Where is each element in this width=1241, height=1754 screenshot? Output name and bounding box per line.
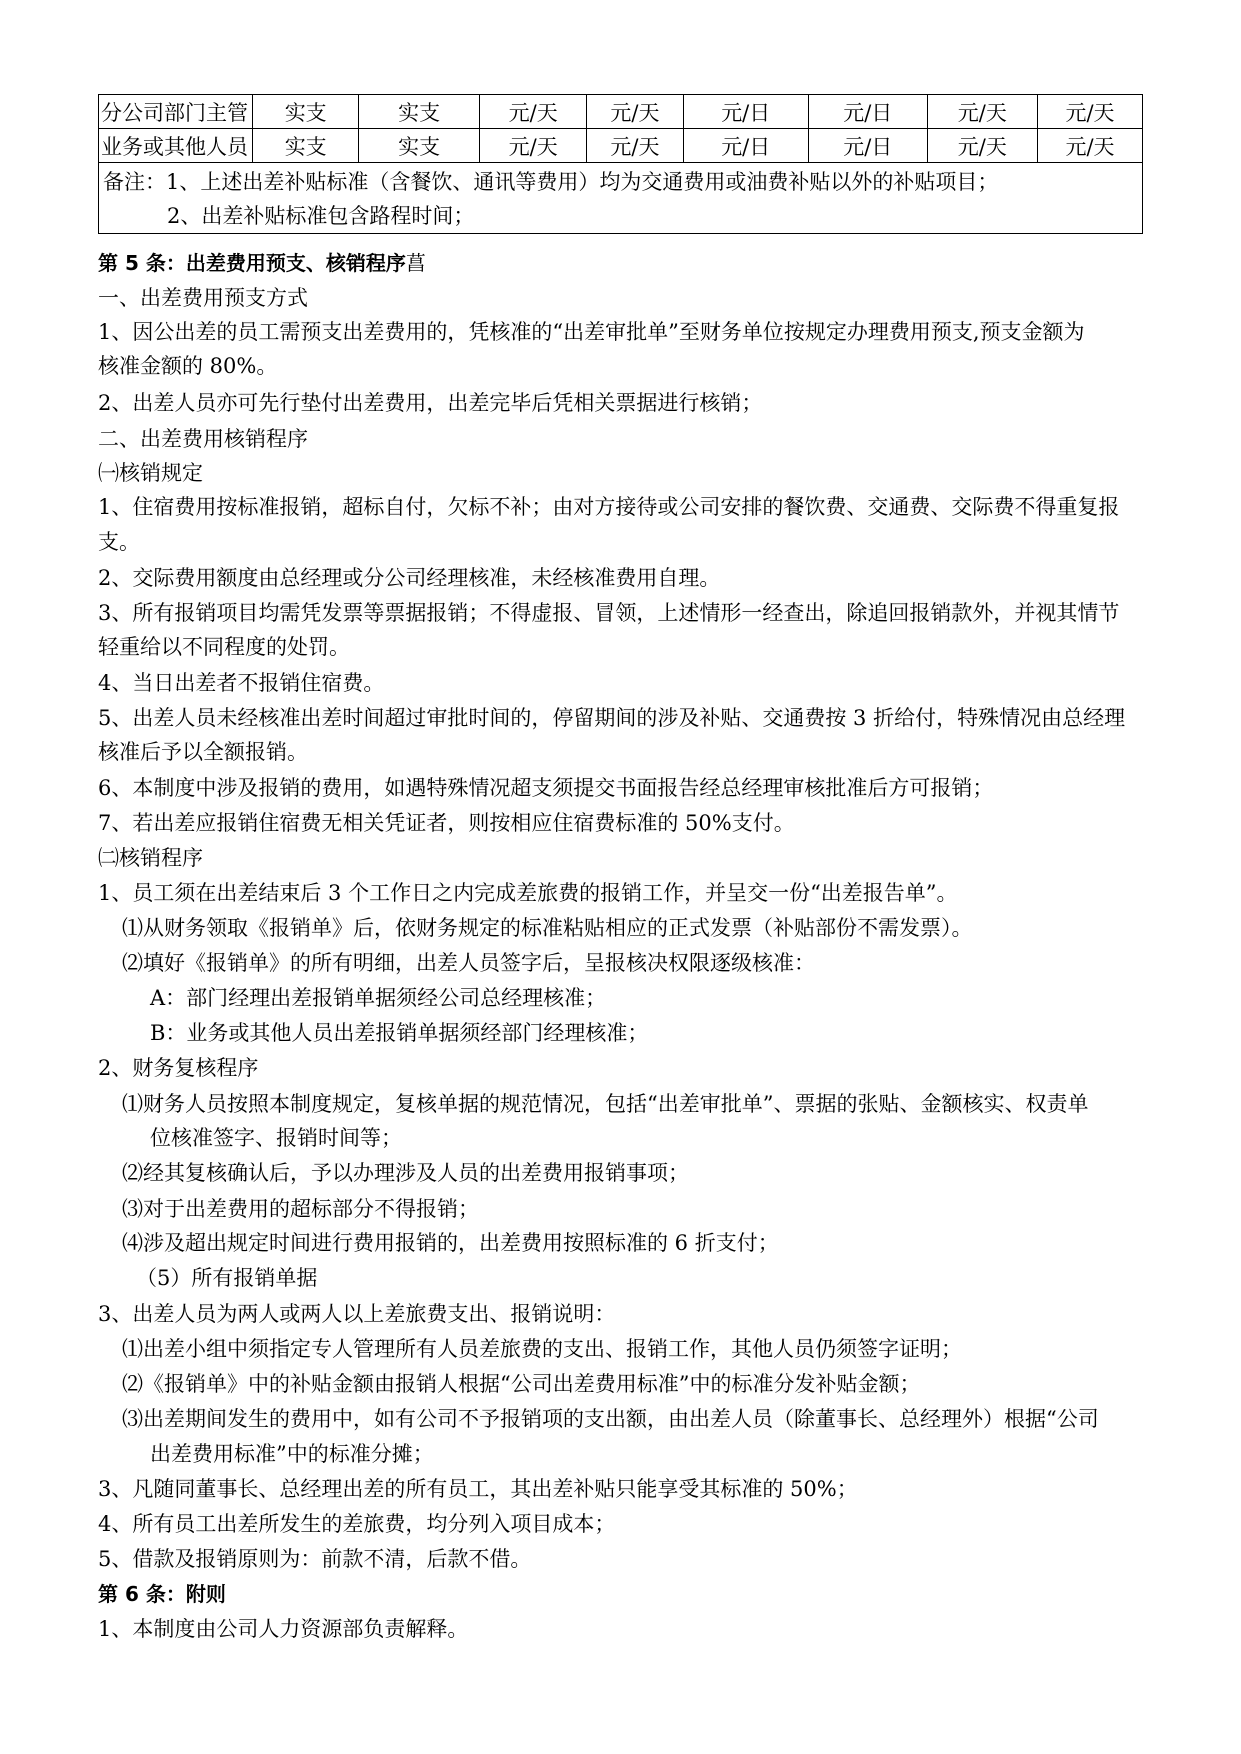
paragraph-line: 2、财务复核程序 xyxy=(98,1056,259,1080)
paragraph-line: ⑵填好《报销单》的所有明细，出差人员签字后，呈报核决权限逐级核准： xyxy=(122,951,815,975)
table-cell: 实支 xyxy=(253,95,359,129)
paragraph-line: 1、本制度由公司人力资源部负责解释。 xyxy=(98,1617,469,1641)
table-cell: 实支 xyxy=(253,129,359,163)
table-cell: 元/天 xyxy=(480,129,587,163)
paragraph-line: 2、交际费用额度由总经理或分公司经理核准，未经核准费用自理。 xyxy=(98,566,721,590)
table-note-line: 备注：1、上述出差补贴标准（含餐饮、通讯等费用）均为交通费用或油费补贴以外的补贴项目； xyxy=(103,170,999,194)
paragraph-line: 轻重给以不同程度的处罚。 xyxy=(98,635,350,659)
paragraph-line: 5、出差人员未经核准出差时间超过审批时间的，停留期间的涉及补贴、交通费按 3 折给付，特殊情况由总经理 xyxy=(98,706,1126,730)
subsection-heading: ㈠核销规定 xyxy=(98,461,203,485)
paragraph-line: 支。 xyxy=(98,530,140,554)
paragraph-line: 1、员工须在出差结束后 3 个工作日之内完成差旅费的报销工作，并呈交一份“出差报告单”。 xyxy=(98,881,958,905)
paragraph-line: 3、出差人员为两人或两人以上差旅费支出、报销说明： xyxy=(98,1302,616,1326)
table-cell: 元/天 xyxy=(1037,129,1142,163)
table-cell: 元/日 xyxy=(808,95,927,129)
paragraph-line: ⑴出差小组中须指定专人管理所有人员差旅费的支出、报销工作，其他人员仍须签字证明； xyxy=(122,1337,962,1361)
paragraph-line: 位核准签字、报销时间等； xyxy=(150,1126,402,1150)
paragraph-line: 3、凡随同董事长、总经理出差的所有员工，其出差补贴只能享受其标准的 50%； xyxy=(98,1477,858,1501)
paragraph-line: 4、当日出差者不报销住宿费。 xyxy=(98,671,385,695)
table-cell: 实支 xyxy=(359,95,480,129)
paragraph-line: 3、所有报销项目均需凭发票等票据报销；不得虚报、冒领，上述情形一经查出，除追回报销款外，并视其情节 xyxy=(98,601,1120,625)
table-row xyxy=(99,95,1143,129)
paragraph-line: 核准后予以全额报销。 xyxy=(98,740,308,764)
paragraph-line: A：部门经理出差报销单据须经公司总经理核准； xyxy=(150,986,607,1010)
section-heading: 二、出差费用核销程序 xyxy=(98,427,308,451)
paragraph-line: ⑵《报销单》中的补贴金额由报销人根据“公司出差费用标准”中的标准分发补贴金额； xyxy=(122,1372,921,1396)
table-cell: 业务或其他人员 xyxy=(99,129,253,163)
table-cell: 元/天 xyxy=(1037,95,1142,129)
article5-title-suffix: 菖 xyxy=(405,251,426,275)
paragraph-line: ⑶对于出差费用的超标部分不得报销； xyxy=(122,1197,479,1221)
article5-title-text: 第 5 条：出差费用预支、核销程序 xyxy=(98,251,406,275)
table-cell: 元/天 xyxy=(927,95,1037,129)
paragraph-line: ⑴从财务领取《报销单》后，依财务规定的标准粘贴相应的正式发票（补贴部份不需发票）。 xyxy=(122,916,973,940)
article6-title: 第 6 条：附则 xyxy=(98,1582,226,1606)
subsection-heading: ㈡核销程序 xyxy=(98,846,203,870)
paragraph-line: 2、出差人员亦可先行垫付出差费用，出差完毕后凭相关票据进行核销； xyxy=(98,391,763,415)
section-heading: 一、出差费用预支方式 xyxy=(98,286,308,310)
table-cell: 元/天 xyxy=(927,129,1037,163)
table-cell: 元/日 xyxy=(683,95,808,129)
paragraph-line: ⑶出差期间发生的费用中，如有公司不予报销项的支出额，由出差人员（除董事长、总经理外）根据“公司 xyxy=(122,1407,1099,1431)
table-note-row xyxy=(99,163,1143,234)
paragraph-line: 6、本制度中涉及报销的费用，如遇特殊情况超支须提交书面报告经总经理审核批准后方可报销； xyxy=(98,776,994,800)
table-cell: 实支 xyxy=(359,129,480,163)
paragraph-line: ⑷涉及超出规定时间进行费用报销的，出差费用按照标准的 6 折支付； xyxy=(122,1231,779,1255)
paragraph-line: 4、所有员工出差所发生的差旅费，均分列入项目成本； xyxy=(98,1512,616,1536)
paragraph-line: ⑵经其复核确认后，予以办理涉及人员的出差费用报销事项； xyxy=(122,1161,689,1185)
table-row xyxy=(99,129,1143,163)
table-cell: 元/日 xyxy=(808,129,927,163)
paragraph-line: 1、住宿费用按标准报销，超标自付，欠标不补；由对方接待或公司安排的餐饮费、交通费、交际费不得重复报 xyxy=(98,495,1120,519)
table-cell: 元/天 xyxy=(587,129,683,163)
paragraph-line: ⑴财务人员按照本制度规定，复核单据的规范情况，包括“出差审批单”、票据的张贴、金额核实、权责单 xyxy=(122,1092,1089,1116)
paragraph-line: B：业务或其他人员出差报销单据须经部门经理核准； xyxy=(150,1021,649,1045)
travel-allowance-table xyxy=(98,94,1143,234)
table-cell: 元/天 xyxy=(587,95,683,129)
table-note-cell xyxy=(99,163,1143,234)
paragraph-line: 5、借款及报销原则为：前款不清，后款不借。 xyxy=(98,1547,532,1571)
paragraph-line: 出差费用标准”中的标准分摊； xyxy=(150,1442,434,1466)
table-note-line: 2、出差补贴标准包含路程时间； xyxy=(167,204,475,228)
paragraph-line: （5）所有报销单据 xyxy=(136,1266,318,1290)
table-cell: 分公司部门主管 xyxy=(99,95,253,129)
table-cell: 元/天 xyxy=(480,95,587,129)
table-cell: 元/日 xyxy=(683,129,808,163)
paragraph-line: 7、若出差应报销住宿费无相关凭证者，则按相应住宿费标准的 50%支付。 xyxy=(98,811,795,835)
paragraph-line: 核准金额的 80%。 xyxy=(98,354,278,378)
paragraph-line: 1、因公出差的员工需预支出差费用的，凭核准的“出差审批单”至财务单位按规定办理费用预支,预支金额为 xyxy=(98,320,1085,344)
article5-title xyxy=(98,248,426,278)
